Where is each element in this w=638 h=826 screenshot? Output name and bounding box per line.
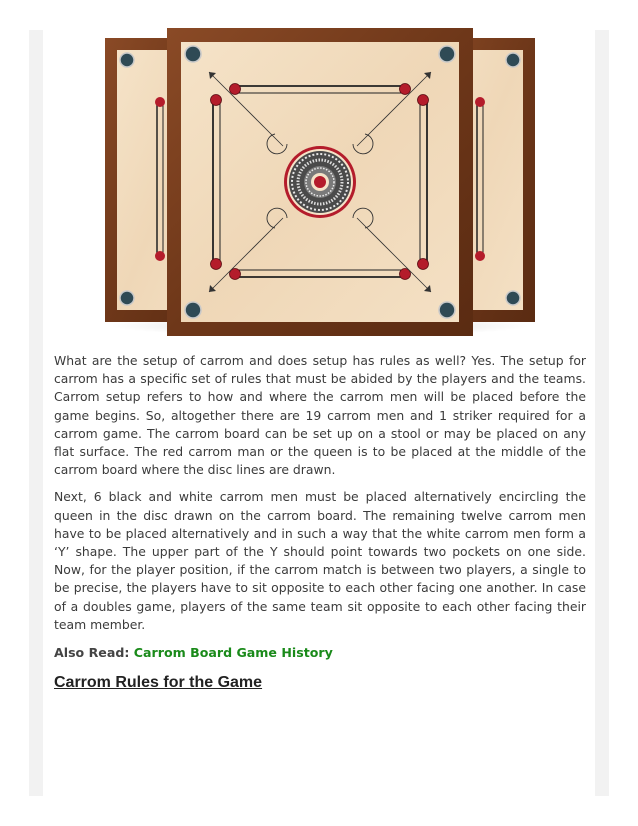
carrom-board-image (105, 28, 535, 340)
article-body (54, 352, 586, 692)
also-read-link[interactable]: Carrom Board Game History (133, 645, 333, 661)
paragraph-setup: What are the setup of carrom and does setup has rules as well? Yes. The setup for carrom has a specific set of rules that must be abided by the players and the teams. Carrom setup refers to how and where the carrom men will be placed before the game begins. So, altogether there are 19 carrom men and 1 striker required for a carrom game. The carrom board can be set up on a stool or may be placed on any flat surface. The red carrom man or the queen is to be placed at the middle of the carrom board where the disc lines are drawn. (54, 353, 586, 478)
article-page (43, 0, 595, 826)
front-board (167, 28, 473, 336)
paragraph-placement: Next, 6 black and white carrom men must be placed alternatively encircling the queen in the disc drawn on the carrom board. The remaining twelve carrom men have to be placed alternatively and in such a way that the white carrom men form a ‘Y’ shape. The upper part of the Y should point towards two pockets on one side. Now, for the player position, if the carrom match is between two players, a single to be precise, the players have to sit opposite to each other facing one another. In case of a doubles game, players of the same team sit opposite to each other facing their team member. (54, 489, 586, 632)
also-read (54, 644, 586, 662)
also-read-label: Also Read: (54, 645, 130, 661)
section-heading: Carrom Rules for the Game (54, 674, 263, 692)
right-gutter (595, 30, 609, 796)
left-gutter (29, 30, 43, 796)
